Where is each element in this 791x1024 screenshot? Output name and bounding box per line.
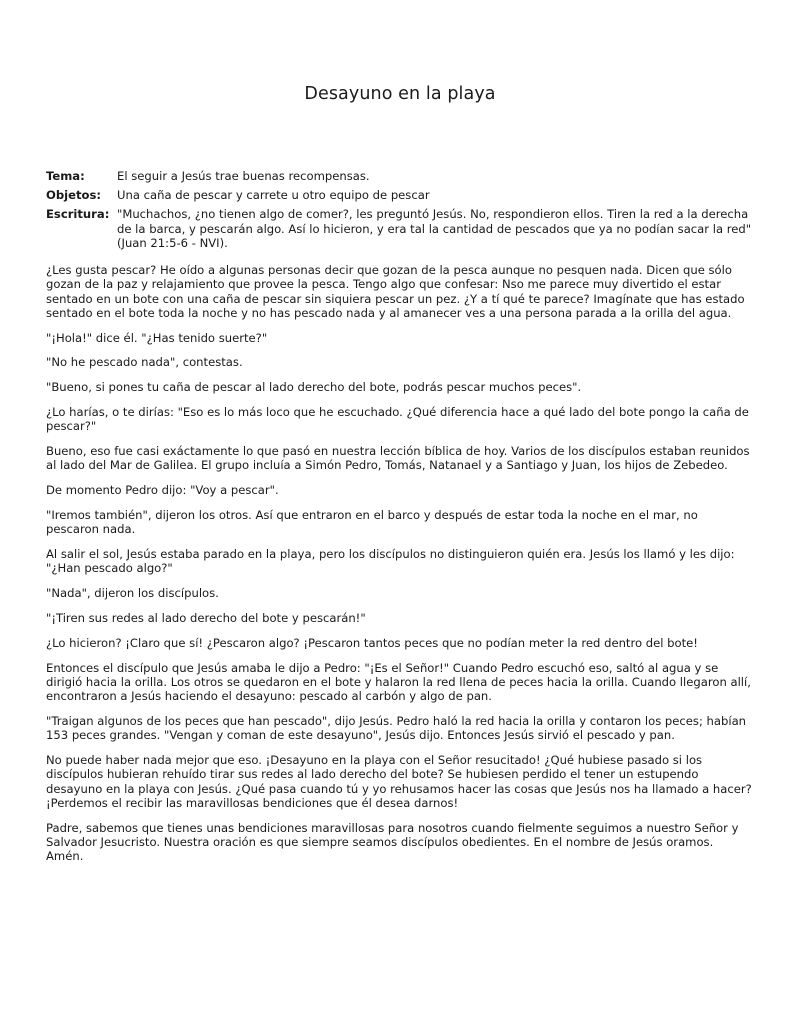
paragraph: No puede haber nada mejor que eso. ¡Desayuno en la playa con el Señor resucitado! ¿Qué hubiese pasado si los discípulos hubieran rehuído tirar sus redes al lado derecho del bote? Se hubiesen perdido el tener un estupendo desayuno en la playa con Jesús. ¿Qué pasa cuando tú y yo rehusamos hacer las cosas que Jesús nos ha llamado a hacer? ¡Perdemos el recibir las maravillosas bendiciones que él desea darnos! <box>46 753 752 811</box>
paragraph: Bueno, eso fue casi exáctamente lo que pasó en nuestra lección bíblica de hoy. Varios de los discípulos estaban reunidos al lado del Mar de Galilea. El grupo incluía a Simón Pedro, Tomás, Natanael y a Santiago y Juan, los hijos de Zebedeo. <box>46 444 750 473</box>
escritura-label: Escritura: <box>46 207 110 221</box>
paragraph: "¡Tiren sus redes al lado derecho del bote y pescarán!" <box>46 611 366 626</box>
paragraph: "Iremos también", dijeron los otros. Así que entraron en el barco y después de estar toda la noche en el mar, no pescaron nada. <box>46 508 698 537</box>
lesson-metadata <box>46 169 754 255</box>
escritura-value: "Muchachos, ¿no tienen algo de comer?, les preguntó Jesús. No, respondieron ellos. Tiren la red a la derecha de la barca, y pescarán algo. Así lo hicieron, y era tal la cantidad de pescados que ya no podían sacar la red" (Juan 21:5-6 - NVI). <box>117 207 752 250</box>
paragraph: ¿Les gusta pescar? He oído a algunas personas decir que gozan de la pesca aunque no pesquen nada. Dicen que sólo gozan de la paz y relajamiento que provee la pesca. Tengo algo que confesar: Nso me parece muy divertido el estar sentado en un bote con una caña de pescar sin siquiera pescar un pez. ¿Y a tí qué te parece? Imagínate que has estado sentado en el bote toda la noche y no has pescado nada y al amanecer ves a una persona parada a la orilla del agua. <box>46 263 745 320</box>
paragraph: "Traigan algunos de los peces que han pescado", dijo Jesús. Pedro haló la red hacia la orilla y contaron los peces; habían 153 peces grandes. "Vengan y coman de este desayuno", Jesús dijo. Entonces Jesús sirvió el pescado y pan. <box>46 714 747 743</box>
objetos-label: Objetos: <box>46 188 102 202</box>
meta-row-tema <box>46 169 754 184</box>
paragraph: Entonces el discípulo que Jesús amaba le dijo a Pedro: "¡Es el Señor!" Cuando Pedro escuchó eso, saltó al agua y se dirigió hacia la orilla. Los otros se quedaron en el bote y halaron la red llena de peces hacia la orilla. Cuando llegaron allí, encontraron a Jesús haciendo el desayuno: pescado al carbón y algo de pan. <box>46 660 751 704</box>
tema-value: El seguir a Jesús trae buenas recompensas. <box>117 169 370 183</box>
lesson-body <box>46 263 752 874</box>
paragraph: ¿Lo hicieron? ¡Claro que sí! ¿Pescaron algo? ¡Pescaron tantos peces que no podían meter la red dentro del bote! <box>46 635 698 650</box>
paragraph: Al salir el sol, Jesús estaba parado en la playa, pero los discípulos no distinguieron quién era. Jesús los llamó y les dijo: "¿Han pescado algo?" <box>46 547 735 576</box>
tema-label: Tema: <box>46 169 85 183</box>
paragraph: De momento Pedro dijo: "Voy a pescar". <box>46 483 279 498</box>
paragraph: "Bueno, si pones tu caña de pescar al lado derecho del bote, podrás pescar muchos peces". <box>46 380 582 395</box>
page-title: Desayuno en la playa <box>304 84 496 104</box>
meta-row-escritura <box>46 207 754 251</box>
paragraph: "¡Hola!" dice él. "¿Has tenido suerte?" <box>46 330 268 345</box>
paragraph: "Nada", dijeron los discípulos. <box>46 586 219 601</box>
paragraph: "No he pescado nada", contestas. <box>46 355 243 370</box>
meta-row-objetos <box>46 188 754 203</box>
closing-prayer: Padre, sabemos que tienes unas bendiciones maravillosas para nosotros cuando fielmente seguimos a nuestro Señor y Salvador Jesucristo. Nuestra oración es que siempre seamos discípulos obedientes. En el nombre de Jesús oramos. Amén. <box>46 820 739 864</box>
objetos-value: Una caña de pescar y carrete u otro equipo de pescar <box>117 188 430 202</box>
paragraph: ¿Lo harías, o te dirías: "Eso es lo más loco que he escuchado. ¿Qué diferencia hace a qué lado del bote pongo la caña de pescar?" <box>46 405 749 434</box>
